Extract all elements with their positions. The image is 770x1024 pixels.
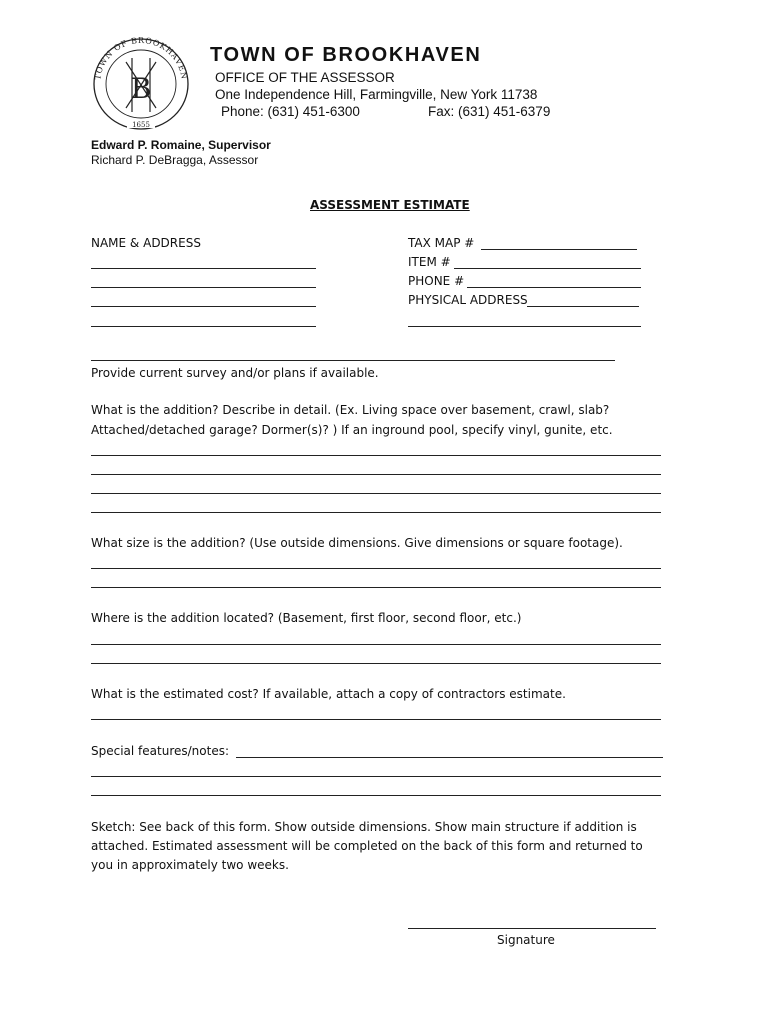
addition-question: What is the addition? Describe in detail. (Ex. Living space over basement, crawl, slab? bbox=[91, 403, 610, 417]
assessor-name: Richard P. DeBragga, Assessor bbox=[91, 153, 259, 167]
item-label: ITEM # bbox=[408, 255, 451, 269]
seal-top-text: TOWN OF BROOKHAVEN bbox=[93, 36, 189, 81]
physical-address-field-2[interactable] bbox=[408, 326, 641, 327]
location-line-2[interactable] bbox=[91, 663, 661, 664]
town-seal bbox=[86, 36, 196, 132]
seal-letter: B bbox=[130, 72, 152, 105]
survey-note: Provide current survey and/or plans if available. bbox=[91, 366, 379, 380]
sketch-note-line-3: you in approximately two weeks. bbox=[91, 858, 289, 872]
name-address-line-3[interactable] bbox=[91, 306, 316, 307]
addition-line-4[interactable] bbox=[91, 512, 661, 513]
special-features-label: Special features/notes: bbox=[91, 744, 229, 758]
special-features-line-3[interactable] bbox=[91, 795, 661, 796]
office-name: OFFICE OF THE ASSESSOR bbox=[215, 70, 395, 85]
size-line-1[interactable] bbox=[91, 568, 661, 569]
physical-address-label: PHYSICAL ADDRESS bbox=[408, 293, 528, 307]
phone-label: PHONE # bbox=[408, 274, 465, 288]
addition-question-cont: Attached/detached garage? Dormer(s)? ) If an inground pool, specify vinyl, gunite, etc. bbox=[91, 423, 613, 437]
tax-map-label: TAX MAP # bbox=[408, 236, 475, 250]
location-line-1[interactable] bbox=[91, 644, 661, 645]
special-features-field[interactable] bbox=[236, 757, 663, 758]
office-fax: Fax: (631) 451-6379 bbox=[428, 104, 551, 119]
signature-line[interactable] bbox=[408, 928, 656, 929]
addition-line-3[interactable] bbox=[91, 493, 661, 494]
name-address-label: NAME & ADDRESS bbox=[91, 236, 201, 250]
name-address-line-2[interactable] bbox=[91, 287, 316, 288]
phone-field[interactable] bbox=[467, 287, 641, 288]
physical-address-field[interactable] bbox=[527, 306, 639, 307]
page-title: TOWN OF BROOKHAVEN bbox=[210, 44, 482, 66]
form-title: ASSESSMENT ESTIMATE bbox=[310, 198, 470, 212]
supervisor-name: Edward P. Romaine, Supervisor bbox=[91, 138, 271, 152]
name-address-line-1[interactable] bbox=[91, 268, 316, 269]
special-features-line-2[interactable] bbox=[91, 776, 661, 777]
addition-line-1[interactable] bbox=[91, 455, 661, 456]
item-field[interactable] bbox=[454, 268, 641, 269]
sketch-note-line-1: Sketch: See back of this form. Show outside dimensions. Show main structure if addition is bbox=[91, 820, 637, 834]
seal-year: 1655 bbox=[132, 121, 150, 129]
survey-line[interactable] bbox=[91, 360, 615, 361]
addition-line-2[interactable] bbox=[91, 474, 661, 475]
cost-question: What is the estimated cost? If available, attach a copy of contractors estimate. bbox=[91, 687, 566, 701]
signature-label: Signature bbox=[497, 933, 555, 947]
office-phone: Phone: (631) 451-6300 bbox=[221, 104, 360, 119]
cost-line[interactable] bbox=[91, 719, 661, 720]
tax-map-field[interactable] bbox=[481, 249, 637, 250]
location-question: Where is the addition located? (Basement, first floor, second floor, etc.) bbox=[91, 611, 522, 625]
name-address-line-4[interactable] bbox=[91, 326, 316, 327]
sketch-note-line-2: attached. Estimated assessment will be completed on the back of this form and returned to bbox=[91, 839, 643, 853]
size-line-2[interactable] bbox=[91, 587, 661, 588]
size-question: What size is the addition? (Use outside dimensions. Give dimensions or square footage). bbox=[91, 536, 623, 550]
office-address: One Independence Hill, Farmingville, New York 11738 bbox=[215, 87, 538, 102]
